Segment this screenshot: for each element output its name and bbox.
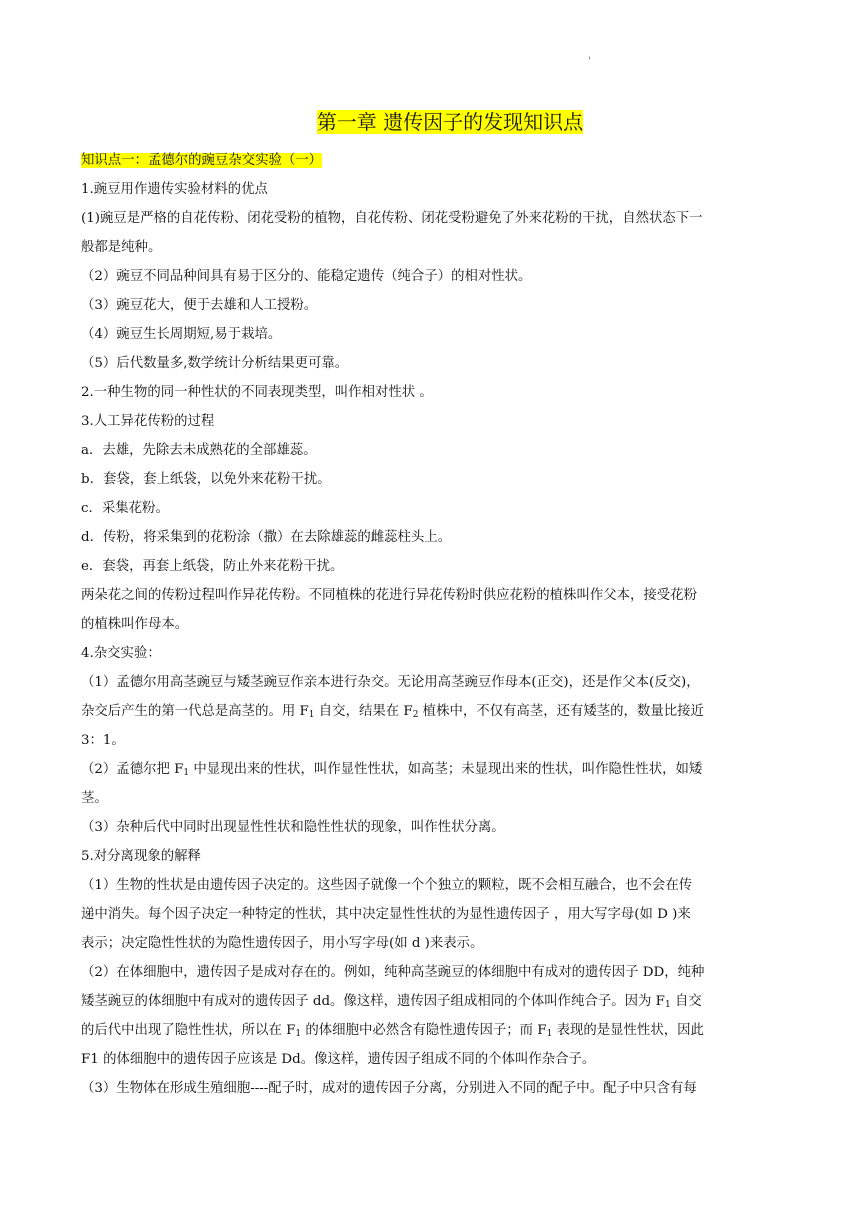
paragraph: 递中消失。每个因子决定一种特定的性状，其中决定显性性状的为显性遗传因子 ，用大写字母(如 D )来 <box>81 907 691 922</box>
page-title <box>0 108 860 136</box>
paragraph: （2）在体细胞中，遗传因子是成对存在的。例如，纯种高茎豌豆的体细胞中有成对的遗传因子 DD，纯种 <box>81 965 705 980</box>
heading-2: 2.一种生物的同一种性状的不同表现类型，叫作相对性状 。 <box>81 385 433 400</box>
heading-1: 1.豌豆用作遗传实验材料的优点 <box>81 182 268 197</box>
paragraph: 杂交后产生的第一代总是高茎的。用 $F_1$ 自交，结果在 $F_2$ 植株中，不仅有高茎，还有矮茎的，数量比接近 <box>81 704 704 720</box>
paragraph: 茎。 <box>81 791 108 806</box>
paragraph: 3：1。 <box>81 733 125 748</box>
paragraph: 的后代中出现了隐性性状，所以在 $F_1$ 的体细胞中必然含有隐性遗传因子；而 $F_1$ 表现的是显性性状，因此 <box>81 1023 704 1039</box>
paragraph: （2）孟德尔把 $F_1$ 中显现出来的性状，叫作显性性状，如高茎；未显现出来的性状，叫作隐性性状，如矮 <box>81 762 703 778</box>
step-item: a．去雄，先除去未成熟花的全部雄蕊。 <box>81 443 317 458</box>
page-mark: ' <box>588 56 591 67</box>
heading-3: 3.人工异花传粉的过程 <box>81 414 215 429</box>
list-item: （4）豌豆生长周期短,易于栽培。 <box>81 327 282 342</box>
step-item: d．传粉，将采集到的花粉涂（撒）在去除雄蕊的雌蕊柱头上。 <box>81 530 452 545</box>
step-item: c．采集花粉。 <box>81 501 169 516</box>
list-item: （5）后代数量多,数学统计分析结果更可靠。 <box>81 356 349 371</box>
list-item: （3）豌豆花大，便于去雄和人工授粉。 <box>81 298 318 313</box>
paragraph: 的植株叫作母本。 <box>81 617 189 632</box>
heading-5: 5.对分离现象的解释 <box>81 849 201 864</box>
document-body <box>81 146 781 1103</box>
step-item: e．套袋，再套上纸袋，防止外来花粉干扰。 <box>81 559 344 574</box>
paragraph: 表示；决定隐性性状的为隐性遗传因子，用小写字母(如 d )来表示。 <box>81 936 484 951</box>
paragraph: （1）孟德尔用高茎豌豆与矮茎豌豆作亲本进行杂交。无论用高茎豌豆作母本(正交)，还是作父本(反交)， <box>81 675 700 690</box>
paragraph: 矮茎豌豆的体细胞中有成对的遗传因子 dd。像这样，遗传因子组成相同的个体叫作纯合子。因为 $F_1$ 自交 <box>81 994 702 1010</box>
paragraph: （3）杂种后代中同时出现显性性状和隐性性状的现象，叫作性状分离。 <box>81 820 505 835</box>
step-item: b．套袋，套上纸袋，以免外来花粉干扰。 <box>81 472 331 487</box>
section-heading: 知识点一：孟德尔的豌豆杂交实验（一） <box>81 153 323 168</box>
paragraph: 两朵花之间的传粉过程叫作异花传粉。不同植株的花进行异花传粉时供应花粉的植株叫作父本，接受花粉 <box>81 588 697 603</box>
list-item: （2）豌豆不同品种间具有易于区分的、能稳定遗传（纯合子）的相对性状。 <box>81 269 532 284</box>
paragraph: 般都是纯种。 <box>81 240 162 255</box>
heading-4: 4.杂交实验： <box>81 646 161 661</box>
paragraph: （1）生物的性状是由遗传因子决定的。这些因子就像一个个独立的颗粒，既不会相互融合，也不会在传 <box>81 878 693 893</box>
paragraph: (1)豌豆是严格的自花传粉、闭花受粉的植物，自花传粉、闭花受粉避免了外来花粉的干扰，自然状态下一 <box>81 211 703 226</box>
paragraph: （3）生物体在形成生殖细胞----配子时，成对的遗传因子分离，分别进入不同的配子中。配子中只含有每 <box>81 1081 697 1096</box>
paragraph: F1 的体细胞中的遗传因子应该是 Dd。像这样，遗传因子组成不同的个体叫作杂合子。 <box>81 1052 596 1067</box>
title-text: 第一章 遗传因子的发现知识点 <box>316 110 584 134</box>
